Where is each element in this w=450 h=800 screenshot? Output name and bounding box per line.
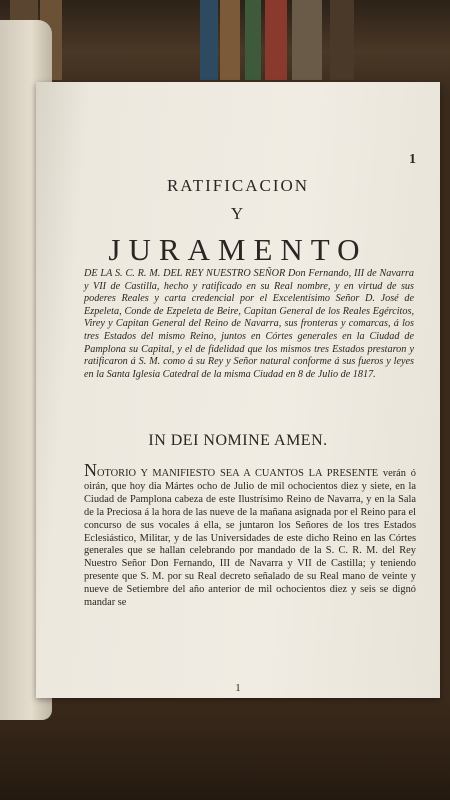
book-page	[36, 82, 440, 698]
title-ratificacion: RATIFICACION	[166, 176, 310, 195]
shelf-book	[245, 0, 261, 80]
body-paragraph	[84, 460, 416, 610]
title-y: Y	[230, 204, 246, 223]
page-number: 1	[409, 152, 416, 167]
title-juramento: JURAMENTO	[108, 232, 368, 267]
body-text: OTORIO Y MANIFIESTO SEA A CUANTOS LA PRESENTE verán ó oirán, que hoy dia Mártes ocho de Julio de mil ochocientos diez y siete, en la Ciudad de Pamplona cabeza de este Ilustrísimo Reino de Navarra, y en la Sala de la Preciosa á la hora de las nueve de la mañana asignada por el Reino para el concurso de sus vocales á ella, se juntaron los Señores de los tres Estados Eclesiástico, Militar, y de las Universidades de este dicho Reino en las Córtes generales que se hallan celebrando por mandado de la S. C. R. M. del Rey Nuestro Señor Don Fernando, III de Navarra y VII de Castilla; y teniendo presente que S. M. por su Real decreto señalado de su Real mano de veinte y nueve de Setiembre del año anterior de mil ochocientos diez y seis se dignó mandar se	[84, 468, 416, 609]
shelf-book	[220, 0, 240, 80]
drop-initial: N	[84, 460, 97, 480]
wooden-table	[0, 700, 450, 800]
shelf-book	[292, 0, 322, 80]
signature-mark: 1	[235, 682, 241, 694]
shelf-book	[265, 0, 287, 80]
shelf-book	[330, 0, 354, 80]
shelf-book	[200, 0, 218, 80]
intro-paragraph: DE LA S. C. R. M. DEL REY NUESTRO SEÑOR Don Fernando, III de Navarra y VII de Castilla, hecho y ratificado en su Real nombre, y en virtud de sus poderes Reales y carta credencial por el Excelentísimo Señor D. José de Ezpeleta, Conde de Ezpeleta de Beire, Capitan General de los Reales Egércitos, Virey y Capitan General del Reino de Navarra, sus fronteras y comarcas, á los tres Estados del mismo Reino, juntos en Córtes generales en la Ciudad de Pamplona su Capital, y el de fidelidad que los mismos tres Estados prestaron y ratificaron á S. M. como á su Rey y Señor natural conforme á sus fueros y leyes en la Santa Iglesia Catedral de la misma Ciudad en 8 de Julio de 1817.	[84, 268, 414, 380]
invocation-heading: IN DEI NOMINE AMEN.	[148, 432, 328, 449]
background-bookshelf	[0, 0, 450, 95]
